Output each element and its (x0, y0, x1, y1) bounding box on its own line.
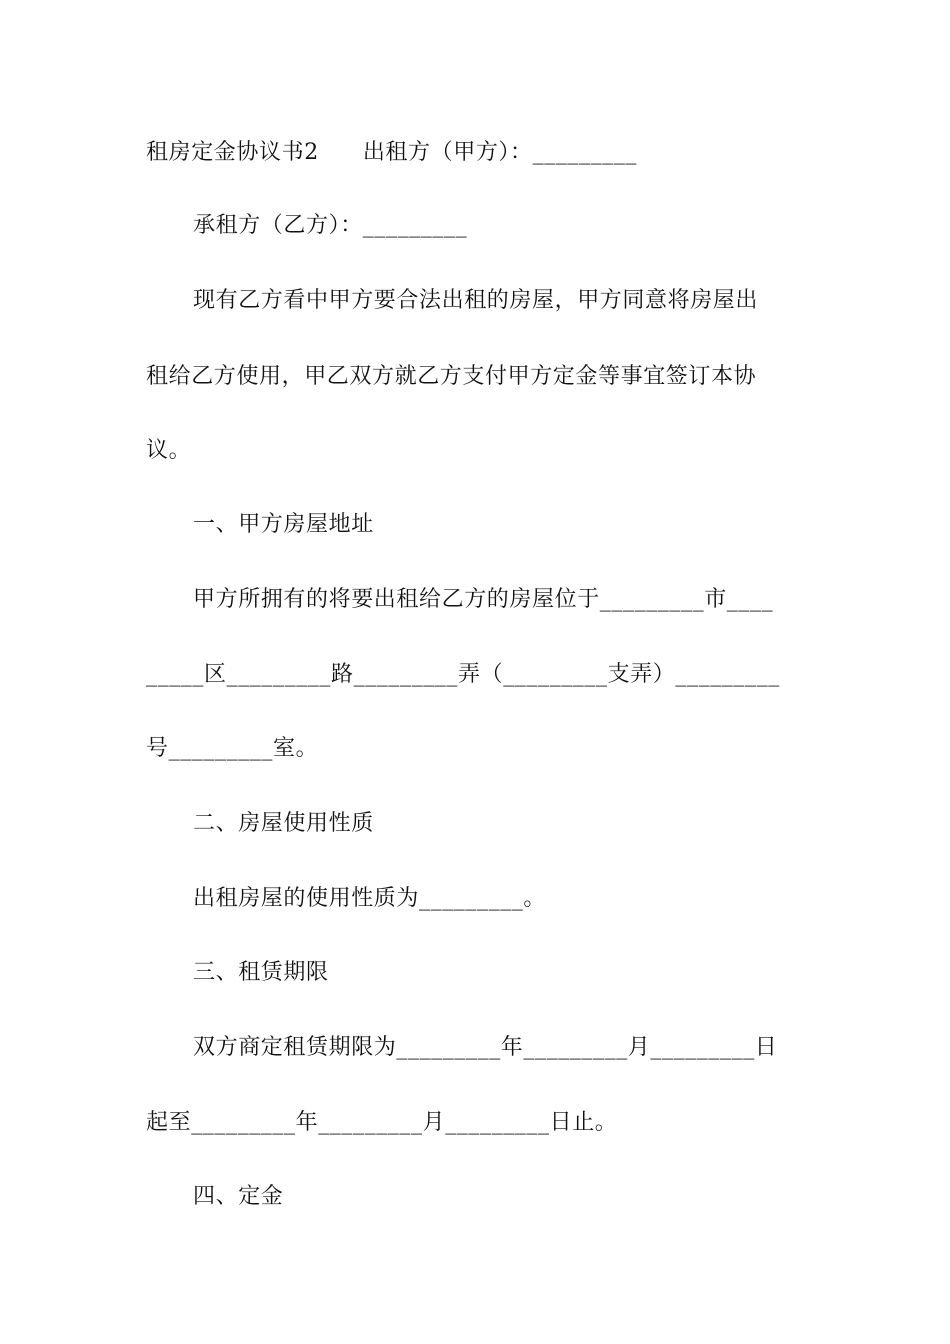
section-4-heading: 四、定金 (193, 1184, 284, 1209)
intro-paragraph-line-3: 议。 (146, 438, 192, 463)
address-line-3: 号_________室。 (146, 736, 319, 761)
term-line-2: 起至_________年_________月_________日止。 (146, 1110, 618, 1135)
document-title: 租房定金协议书2 (146, 140, 319, 165)
title-line (146, 138, 816, 168)
intro-paragraph-line-1: 现有乙方看中甲方要合法出租的房屋，甲方同意将房屋出 (193, 288, 759, 313)
term-line-1: 双方商定租赁期限为_________年_________月_________日 (193, 1035, 778, 1060)
section-3-heading: 三、租赁期限 (193, 960, 329, 985)
intro-paragraph-line-2: 租给乙方使用，甲乙双方就乙方支付甲方定金等事宜签订本协 (146, 364, 757, 389)
lessor-field: 出租方（甲方）：_________ (362, 140, 638, 165)
lessee-field: 承租方（乙方）：_________ (193, 213, 468, 238)
address-line-1: 甲方所拥有的将要出租给乙方的房屋位于_________市____ (193, 587, 774, 612)
section-1-heading: 一、甲方房屋地址 (193, 512, 374, 537)
section-2-heading: 二、房屋使用性质 (193, 811, 374, 836)
address-line-2: _____区_________路_________弄（_________支弄）_________ (146, 662, 780, 687)
usage-line: 出租房屋的使用性质为_________。 (193, 886, 547, 911)
